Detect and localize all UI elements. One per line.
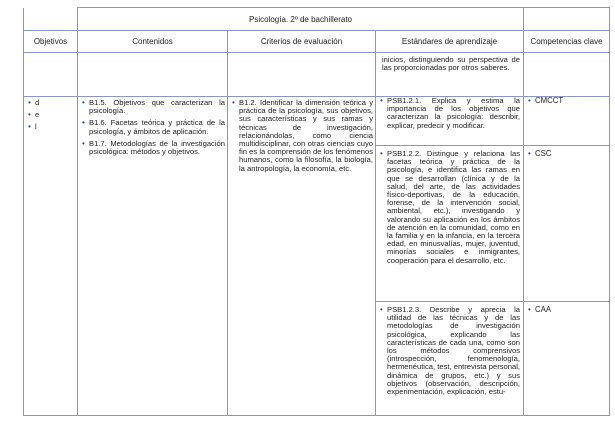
estandar-item: • PSB1.2.1. Explica y estima la importancia de los objetivos que caracterizan la psicología: describir, explicar, predecir y modificar. [380, 97, 520, 139]
list-item: • B1.6. Facetas teórica y práctica de la psicología, y ámbitos de aplicación. [82, 119, 225, 135]
list-item: • B1.2. Identificar la dimensión teórica y práctica de la psicología, sus objetivos, sus características y sus ramas y técnicas de investigación, relacionándolas, como ciencia multidisciplinar, con otras ciencias cuyo fin es la comprensión de los fenómenos humanos, como la filosofía, la biología, la antropología, la economía, etc. [232, 99, 373, 173]
table-title: Psicología. 2º de bachillerato [78, 8, 524, 31]
estandares-cell [376, 97, 524, 416]
estandar-item: • PSB1.2.2. Distingue y relaciona las facetas teórica y práctica de la psicología, e identifica las ramas en que se desarrollan (clínica y de la salud, del arte, de las actividades físico-deportivas, de la educación, forense, de la intervención social, ambiental, etc.), investigando y valorando su aplicación en los ámbitos de atención en la comunidad, como en la familia y en la infancia, en la tercera edad, en minusvalías, mujer, juventud, minorías sociales e inmigrantes, cooperación para el desarrollo, etc. [380, 150, 520, 295]
competencia-item: • CMCCT [528, 97, 606, 139]
competencias-list [524, 97, 609, 314]
divider [524, 145, 609, 146]
col-header-objetivos: Objetivos [24, 31, 78, 53]
list-item: • B1.5. Objetivos que caracterizan la psicología. [82, 99, 225, 115]
col-header-competencias: Competencias clave [524, 31, 610, 53]
criterios-cell [228, 97, 376, 416]
continuation-row [24, 53, 610, 97]
contenidos-cell [78, 97, 228, 416]
objetivos-list [24, 97, 77, 132]
divider [524, 301, 609, 302]
list-item: • e [28, 111, 75, 119]
list-item: • B1.7. Metodologías de la investigación psicológica: métodos y objetivos. [82, 140, 225, 156]
estandar-continuation-text: inicios, distinguiendo su perspectiva de las proporcionadas por otros saberes. [382, 55, 521, 73]
cont-estandares [376, 53, 524, 97]
col-header-criterios: Criterios de evaluación [228, 31, 376, 53]
estandar-item: • PSB1.2.3. Describe y aprecia la utilidad de las técnicas y de las metodologías de investigación psicológica, explicando las características de cada una, como son los métodos comprensivos (introspección, fenomenología, hermenéutica, test, entrevista personal, dinámica de grupos, etc.) y sus objetivos (observación, descripción, experimentación, explicación, estu- [380, 306, 520, 396]
criterios-list [228, 97, 375, 173]
col-header-estandares: Estándares de aprendizaje [376, 31, 524, 53]
col-header-contenidos: Contenidos [78, 31, 228, 53]
curriculum-table [23, 7, 610, 416]
competencias-cell [524, 97, 610, 416]
objetivos-cell [24, 97, 78, 416]
cont-criterios [228, 53, 376, 97]
divider [376, 301, 523, 302]
divider [376, 145, 523, 146]
competencia-item: • CAA [528, 306, 606, 314]
cont-competencias [524, 53, 610, 97]
list-item: • l [28, 123, 75, 131]
contenidos-list [78, 97, 227, 156]
cont-objetivos [24, 53, 78, 97]
content-row [24, 97, 610, 416]
estandares-list [376, 97, 523, 396]
header-corner-right [524, 8, 610, 31]
cont-contenidos [78, 53, 228, 97]
list-item: • d [28, 99, 75, 107]
header-corner [24, 8, 78, 31]
competencia-item: • CSC [528, 150, 606, 295]
